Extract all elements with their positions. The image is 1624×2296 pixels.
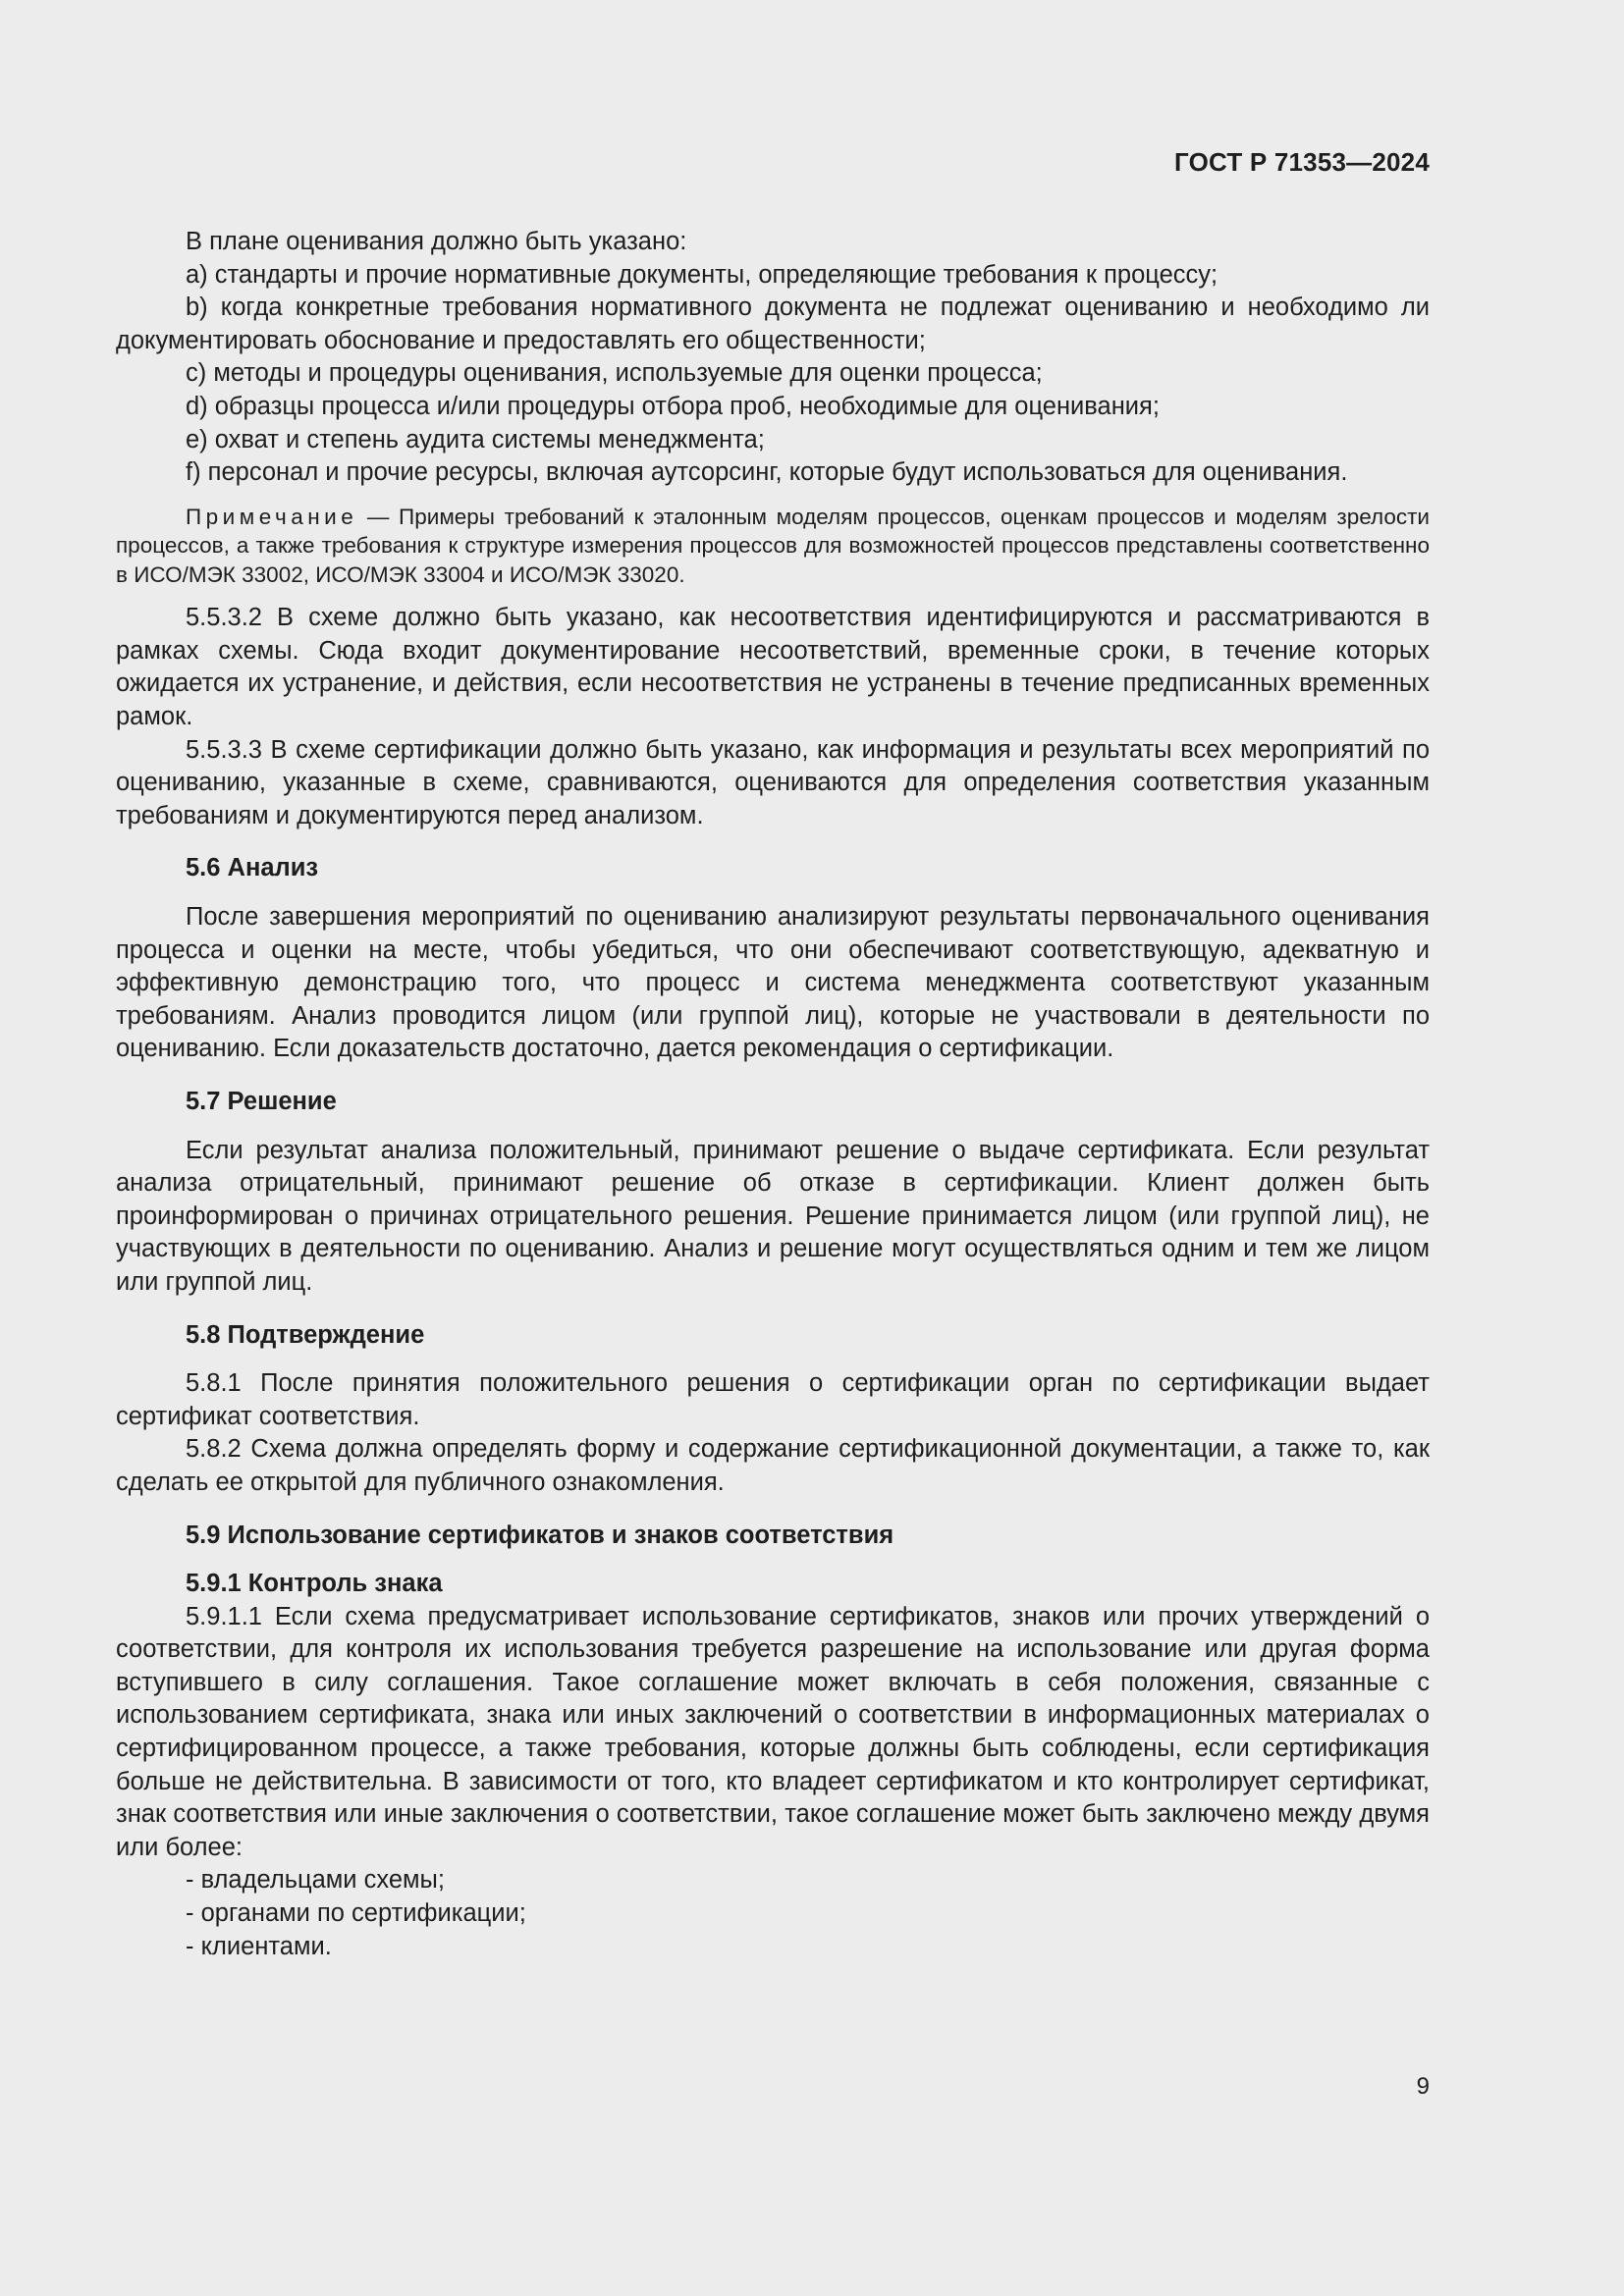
note <box>116 503 1430 590</box>
list-item-clients: - клиентами. <box>186 1932 332 1960</box>
page-number: 9 <box>1416 2073 1430 2100</box>
paragraph-5-7: Если результат анализа положительный, принимают решение о выдаче сертификата. Если результат анализа отрицательный, принимают решение об отказе в сертификации. Клиент должен быть проинформирован о причинах отрицательного решения. Решение принимается лицом (или группой лиц), не участвующих в деятельности по оцениванию. Анализ и решение могут осуществляться одним и тем же лицом или группой лиц. <box>116 1136 1430 1296</box>
paragraph-5-5-3-2: 5.5.3.2 В схеме должно быть указано, как несоответствия идентифицируются и рассматриваются в рамках схемы. Сюда входит документирование несоответствий, временные сроки, в течение которых ожидается их устранение, и действия, если несоответствия не устранены в течение предписанных временных рамок. <box>116 604 1430 731</box>
paragraph-5-9-1-1: 5.9.1.1 Если схема предусматривает использование сертификатов, знаков или прочих утверждений о соответствии, для контроля их использования требуется разрешение на использование или другая форма вступившего в силу соглашения. Такое соглашение может включать в себя положения, связанные с использованием сертификата, знака или иных заключений о соответствии в информационных материалах о сертифицированном процессе, а также требования, которые должны быть соблюдены, если сертификация больше не действительна. В зависимости от того, кто владеет сертификатом и кто контролирует сертификат, знак соответствия или иные заключения о соответствии, такое соглашение может быть заключено между двумя или более: <box>116 1602 1430 1861</box>
list-item-e: e) охват и степень аудита системы менеджмента; <box>186 425 765 454</box>
list-item-d: d) образцы процесса и/или процедуры отбора проб, необходимые для оценивания; <box>186 392 1160 420</box>
list-item-a: a) стандарты и прочие нормативные документы, определяющие требования к процессу; <box>186 260 1218 289</box>
heading-5-8: 5.8 Подтверждение <box>186 1320 425 1349</box>
list-item-f: f) персонал и прочие ресурсы, включая аутсорсинг, которые будут использоваться для оценивания. <box>186 458 1348 487</box>
list-item-cert-bodies: - органами по сертификации; <box>186 1899 526 1928</box>
list-item-scheme-owners: - владельцами схемы; <box>186 1866 445 1895</box>
heading-5-9-1: 5.9.1 Контроль знака <box>186 1570 443 1598</box>
paragraph-5-8-2: 5.8.2 Схема должна определять форму и содержание сертификационной документации, а также то, как сделать ее открытой для публичного ознакомления. <box>116 1435 1430 1496</box>
heading-5-6: 5.6 Анализ <box>186 854 319 882</box>
paragraph-5-6: После завершения мероприятий по оцениванию анализируют результаты первоначального оценивания процесса и оценки на месте, чтобы убедиться, что они обеспечивают соответствующую, адекватную и эффективную демонстрацию того, что процесс и система менеджмента соответствуют указанным требованиям. Анализ проводится лицом (или группой лиц), которые не участвовали в деятельности по оцениванию. Если доказательств достаточно, дается рекомендация о сертификации. <box>116 903 1430 1063</box>
heading-5-9: 5.9 Использование сертификатов и знаков соответствия <box>186 1521 894 1549</box>
list-item-b: b) когда конкретные требования нормативного документа не подлежат оцениванию и необходимо ли документировать обоснование и предоставлять его общественности; <box>116 294 1430 354</box>
paragraph-plan-intro: В плане оценивания должно быть указано: <box>186 228 687 255</box>
paragraph-5-8-1: 5.8.1 После принятия положительного решения о сертификации орган по сертификации выдает сертификат соответствия. <box>116 1369 1430 1430</box>
note-label: Примечание <box>186 504 358 529</box>
document-header: ГОСТ Р 71353—2024 <box>1174 147 1430 177</box>
paragraph-5-5-3-3: 5.5.3.3 В схеме сертификации должно быть указано, как информация и результаты всех мероприятий по оцениванию, указанные в схеме, сравниваются, оцениваются для определения соответствия указанным требованиям и документируются перед анализом. <box>116 735 1430 829</box>
note-text: — Примеры требований к эталонным моделям процессов, оценкам процессов и моделям зрелости процессов, а также требования к структуре измерения процессов для возможностей процессов представлены соответственно в ИСО/МЭК 33002, ИСО/МЭК 33004 и ИСО/МЭК 33020. <box>116 504 1430 587</box>
heading-5-7: 5.7 Решение <box>186 1087 337 1115</box>
list-item-c: c) методы и процедуры оценивания, используемые для оценки процесса; <box>186 359 1043 388</box>
document-body <box>116 226 1430 1963</box>
